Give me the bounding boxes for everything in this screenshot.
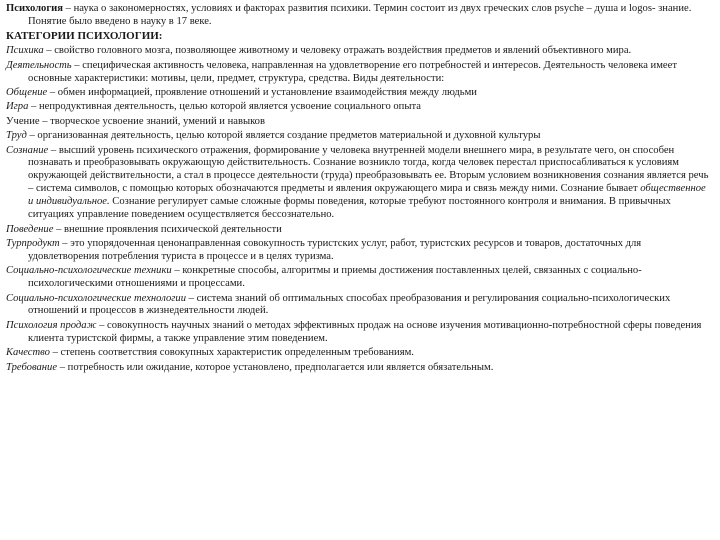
entry-term: Психология (6, 3, 63, 14)
entry-socio-psych-technologies (6, 293, 712, 319)
entry-term: Игра (6, 101, 29, 113)
entry-quality (6, 347, 712, 360)
entry-definition: – совокупность научных знаний о методах эффективных продаж на основе изучения мотивационно-потребностной сферы поведения клиента туристской фирмы, а также управление этим поведением. (28, 319, 702, 344)
entry-definition: – творческое усвоение знаний, умений и навыков (39, 115, 265, 127)
entry-game (6, 101, 712, 114)
entry-term: Социально-психологические технологии (6, 292, 186, 304)
entry-term: Требование (6, 361, 58, 373)
entry-definition: – организованная деятельность, целью которой является создание предметов материальной и духовной культуры (26, 130, 541, 142)
entry-definition: – высший уровень психического отражения, формирование у человека внутренней модели внешнего мира, в результате чего, он способен познавать и преобразовывать окружающую действительность. Сознание возникло тогда, когда человек перестал приспосабливаться к условиям окружающей действительности, а стал в процессе деятельности (труда) преобразовывать ее. Вторым условием возникновения сознания является речь – система символов, с помощью которых обозначаются предметы и явления окружающего мира и связь между ними. Сознание бывает (28, 144, 709, 195)
entry-term: Социально-психологические техники (6, 265, 172, 277)
entry-definition: – внешние проявления психической деятельности (53, 223, 282, 235)
entry-definition: – потребность или ожидание, которое установлено, предполагается или является обязательным. (57, 361, 494, 373)
entry-term: Деятельность (6, 59, 72, 71)
entry-psychology (6, 3, 712, 29)
entry-term: Поведение (6, 223, 54, 235)
entry-definition: – непродуктивная деятельность, целью которой является усвоение социального опыта (28, 101, 421, 113)
entry-term: Психология продаж (6, 319, 97, 331)
entry-term: Турпродукт (6, 237, 60, 249)
entry-tourproduct (6, 238, 712, 264)
entry-requirement (6, 362, 712, 375)
entry-consciousness (6, 145, 712, 222)
entry-definition-continued: Сознание регулирует самые сложные формы поведения, которые требуют постоянного контроля и внимания. В привычных ситуациях управление поведением осуществляется бессознательно. (28, 196, 671, 221)
entry-emphasis: общественное и индивидуальное. (28, 183, 706, 208)
entry-term: Психика (6, 45, 44, 57)
entry-sales-psychology (6, 320, 712, 346)
entry-labor (6, 130, 712, 143)
entry-term: Общение (6, 86, 48, 98)
entry-definition: – конкретные способы, алгоритмы и приемы достижения поставленных целей, связанных с социально-психологическими отношениями и процессами. (28, 265, 642, 290)
entry-activity (6, 60, 712, 86)
entry-definition: – система знаний об оптимальных способах преобразования и регулирования социально-психологических отношений и процессов в жизнедеятельности людей. (28, 292, 671, 317)
entry-term: Качество (6, 347, 50, 359)
entry-definition: – свойство головного мозга, позволяющее животному и человеку отражать воздействия предметов и явлений объективного мира. (43, 45, 632, 57)
entry-behavior (6, 224, 712, 237)
entry-learning (6, 116, 712, 129)
entry-definition: – обмен информацией, проявление отношений и установление взаимодействия между людьми (47, 86, 477, 98)
entry-psyche (6, 45, 712, 58)
entry-definition: – наука о закономерностях, условиях и факторах развития психики. Термин состоит из двух греческих слов psyche – душа и logos- знание. Понятие было введено в науку в 17 веке. (28, 3, 692, 27)
entry-term: Труд (6, 130, 27, 142)
entry-term: Учение (6, 115, 40, 127)
entry-socio-psych-techniques (6, 265, 712, 291)
entry-term: Сознание (6, 144, 49, 156)
section-heading: КАТЕГОРИИ ПСИХОЛОГИИ: (6, 30, 163, 43)
entry-definition: – это упорядоченная ценонаправленная совокупность туристских услуг, работ, туристских ресурсов и товаров, достаточных для удовлетворения потребления туриста в процессе и в целях туризма. (28, 237, 642, 262)
entry-definition: – специфическая активность человека, направленная на удовлетворение его потребностей и интересов. Деятельность человека имеет основные характеристики: мотивы, цели, предмет, структура, средства. Виды деятельности: (28, 59, 677, 84)
entry-definition: – степень соответствия совокупных характеристик определенным требованиям. (49, 347, 414, 359)
entry-communication (6, 87, 712, 100)
